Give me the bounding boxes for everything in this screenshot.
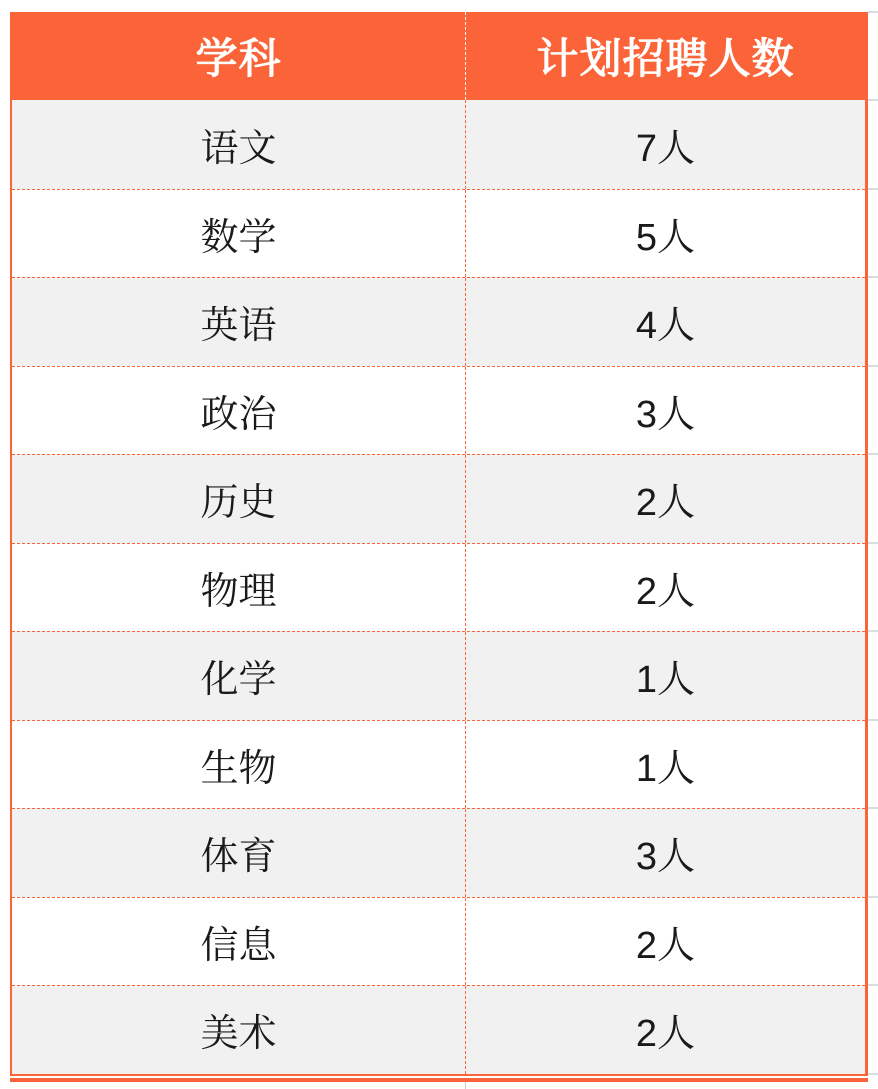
gridline-tick <box>868 188 878 190</box>
gridline-tick <box>868 1073 878 1075</box>
table-row <box>12 808 865 897</box>
table-row <box>12 100 865 189</box>
gridline-tick <box>868 542 878 544</box>
table-bottom-border <box>10 1078 868 1082</box>
gridline-tick <box>868 896 878 898</box>
subject-cell: 政治 <box>200 393 277 436</box>
subject-cell: 英语 <box>200 305 277 348</box>
table-row <box>12 189 865 278</box>
gridline-tick <box>868 984 878 986</box>
count-cell: 1人 <box>465 632 865 720</box>
subject-cell: 历史 <box>200 482 277 525</box>
count-cell: 3人 <box>465 809 865 897</box>
subject-cell: 美术 <box>200 1013 277 1056</box>
header-cell-subject: 学科 <box>195 35 282 82</box>
count-cell: 2人 <box>465 898 865 986</box>
table-header-row <box>12 12 865 100</box>
count-cell: 1人 <box>465 721 865 809</box>
count-cell: 7人 <box>465 100 865 189</box>
table-row <box>12 543 865 632</box>
gridline-tick <box>868 99 878 101</box>
header-cell-count: 计划招聘人数 <box>465 12 865 100</box>
count-cell: 2人 <box>465 986 865 1074</box>
subject-cell: 数学 <box>200 216 277 259</box>
table-row <box>12 897 865 986</box>
count-cell: 4人 <box>465 278 865 366</box>
count-cell: 5人 <box>465 190 865 278</box>
count-cell: 3人 <box>465 367 865 455</box>
gridline-tick <box>868 719 878 721</box>
gridline-tick <box>868 365 878 367</box>
count-cell: 2人 <box>465 455 865 543</box>
table-row <box>12 277 865 366</box>
gridline-tick <box>868 453 878 455</box>
table-row <box>12 631 865 720</box>
table-row <box>12 366 865 455</box>
recruitment-table <box>10 12 868 1076</box>
subject-cell: 物理 <box>200 570 277 613</box>
gridline-tick <box>868 276 878 278</box>
subject-cell: 体育 <box>200 836 277 879</box>
gridline-column-stub <box>465 1082 466 1089</box>
table-body <box>12 100 865 1074</box>
gridline-tick <box>868 11 878 13</box>
table-row <box>12 985 865 1074</box>
count-cell: 2人 <box>465 544 865 632</box>
table-row <box>12 720 865 809</box>
subject-cell: 语文 <box>200 127 277 170</box>
subject-cell: 化学 <box>200 659 277 702</box>
gridline-tick <box>868 807 878 809</box>
subject-cell: 生物 <box>200 747 277 790</box>
gridline-tick <box>868 630 878 632</box>
table-row <box>12 454 865 543</box>
subject-cell: 信息 <box>200 924 277 967</box>
